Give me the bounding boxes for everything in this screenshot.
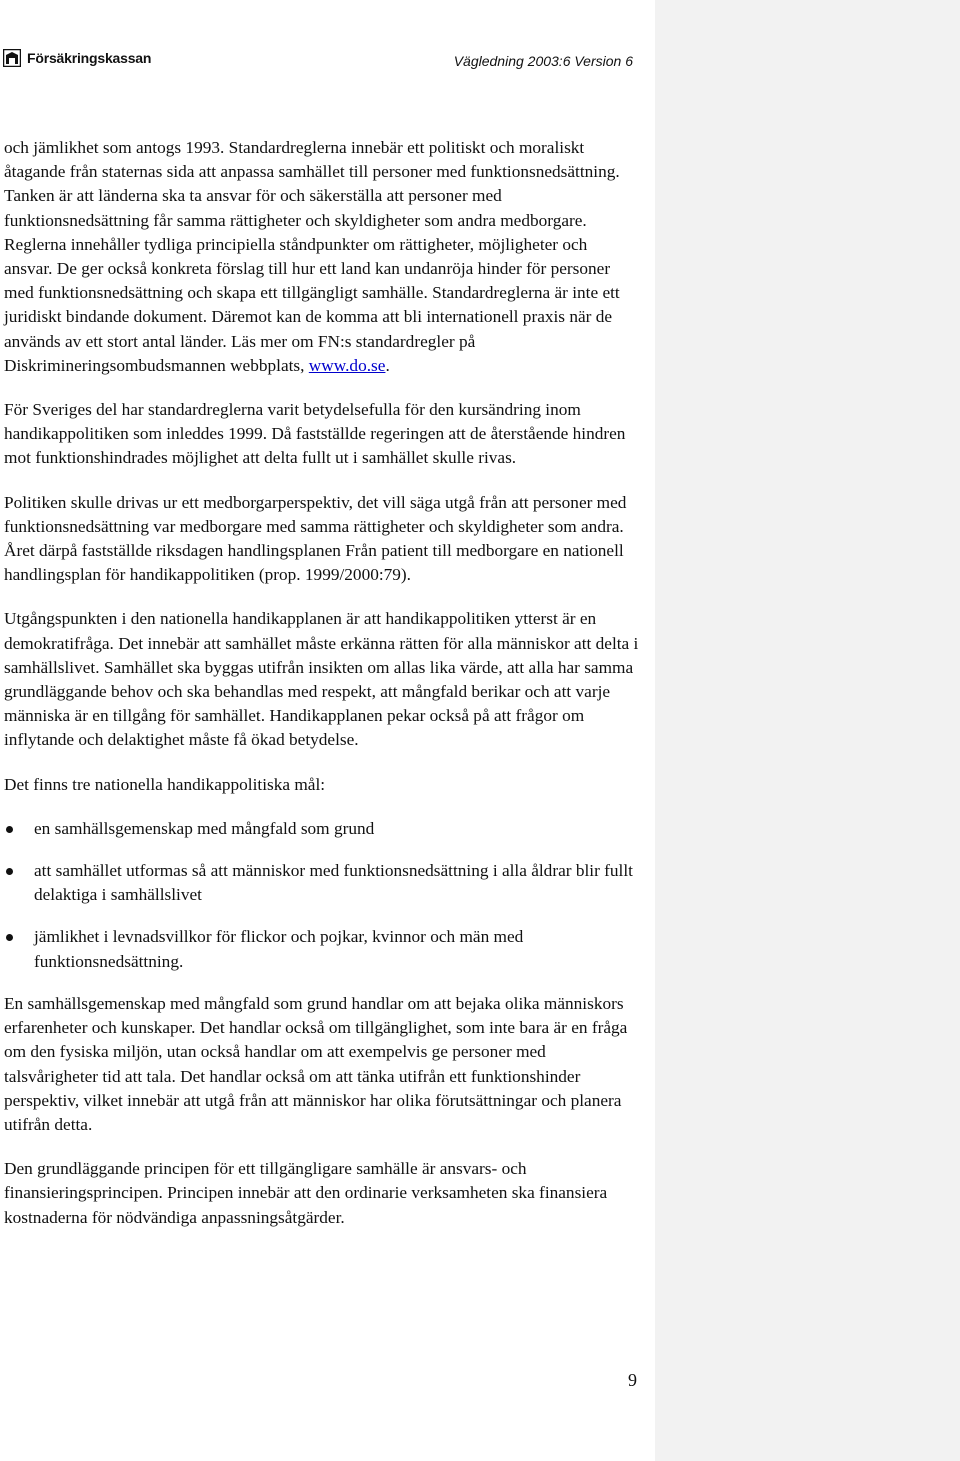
page-header bbox=[3, 46, 643, 78]
list-item-text: jämlikhet i levnadsvillkor för flickor och pojkar, kvinnor och män med funktionsnedsättning. bbox=[34, 927, 524, 971]
paragraph-principle: Den grundläggande principen för ett tillgängligare samhälle är ansvars- och finansieringsprincipen. Principen innebär att den ordinarie verksamheten ska finansiera kostnaderna för nödvändiga anpassningsåtgärder. bbox=[4, 1159, 608, 1227]
list-item-text: att samhället utformas så att människor med funktionsnedsättning i alla åldrar blir fullt delaktiga i samhällslivet bbox=[34, 861, 633, 905]
list-item bbox=[4, 817, 640, 841]
paragraph-standard-rules bbox=[4, 136, 640, 378]
list-item bbox=[4, 925, 640, 973]
list-item bbox=[4, 859, 640, 907]
forsakringskassan-logo-icon bbox=[3, 49, 21, 67]
bullet-icon bbox=[6, 868, 13, 875]
list-item-text: en samhällsgemenskap med mångfald som grund bbox=[34, 818, 375, 838]
bullet-icon bbox=[6, 826, 13, 833]
bullet-icon bbox=[6, 934, 13, 941]
page-number: 9 bbox=[628, 1370, 637, 1390]
document-version: Vägledning 2003:6 Version 6 bbox=[453, 53, 633, 69]
logo-text: Försäkringskassan bbox=[27, 50, 152, 66]
paragraph-starting-point: Utgångspunkten i den nationella handikapplanen är att handikappolitiken ytterst är en demokratifråga. Det innebär att samhället måste erkänna rätten för alla människor att delta i samhällslivet. Samhället ska byggas utifrån insikten om allas lika värde, att alla har samma grundläggande behov och ska behandlas med respekt, att mångfald berikar och att varje människa är en tillgång för samhället. Handikapplanen pekar också på att frågor om inflytande och delaktighet måste få ökad betydelse. bbox=[4, 609, 639, 750]
do-se-link[interactable]: www.do.se bbox=[308, 355, 386, 375]
document-body bbox=[4, 136, 640, 1250]
paragraph-sweden: För Sveriges del har standardreglerna varit betydelsefulla för den kursändring inom handikappolitiken som inleddes 1999. Då fastställde regeringen att de återstående hindren mot funktionshindrades möjlighet att delta fullt ut i samhället skulle rivas. bbox=[4, 400, 626, 468]
paragraph-community: En samhällsgemenskap med mångfald som grund handlar om att bejaka olika människors erfarenheter och kunskaper. Det handlar också om tillgänglighet, som inte bara är en fråga om den fysiska miljön, utan också handlar om att exempelvis ge personer med talsvårigheter tid att tala. Det handlar också om att tänka utifrån ett funktionshinder perspektiv, vilket innebär att utgå från att människor har olika förutsättningar och planera utifrån detta. bbox=[4, 993, 628, 1134]
paragraph-policy: Politiken skulle drivas ur ett medborgarperspektiv, det vill säga utgå från att personer med funktionsnedsättning var medborgare med samma rättigheter och skyldigheter som andra. Året därpå fastställde riksdagen handlingsplanen Från patient till medborgare en nationell handlingsplan för handikappolitiken (prop. 1999/2000:79). bbox=[4, 492, 627, 585]
page-margin-strip bbox=[655, 0, 960, 1461]
paragraph-goals-intro: Det finns tre nationella handikappolitiska mål: bbox=[4, 774, 326, 794]
logo bbox=[3, 49, 151, 67]
goals-list bbox=[4, 817, 640, 974]
paragraph-text: och jämlikhet som antogs 1993. Standardreglerna innebär ett politiskt och moraliskt åtagande från staternas sida att anpassa samhället till personer med funktionsnedsättning. Tanken är att länderna ska ta ansvar för och säkerställa att personer med funktionsnedsättning får samma rättigheter och skyldigheter som andra medborgare. Reglerna innehåller tydliga principiella ståndpunkter om rättigheter, möjligheter och ansvar. De ger också konkreta förslag till hur ett land kan undanröja hinder för personer med funktionsnedsättning och skapa ett tillgängligt samhälle. Standardreglerna är inte ett juridiskt bindande dokument. Däremot kan de komma att bli internationell praxis när de används av ett stort antal länder. Läs mer om FN:s standardregler på Diskrimineringsombudsmannen webbplats, bbox=[4, 138, 620, 375]
paragraph-text-end: . bbox=[385, 355, 390, 375]
